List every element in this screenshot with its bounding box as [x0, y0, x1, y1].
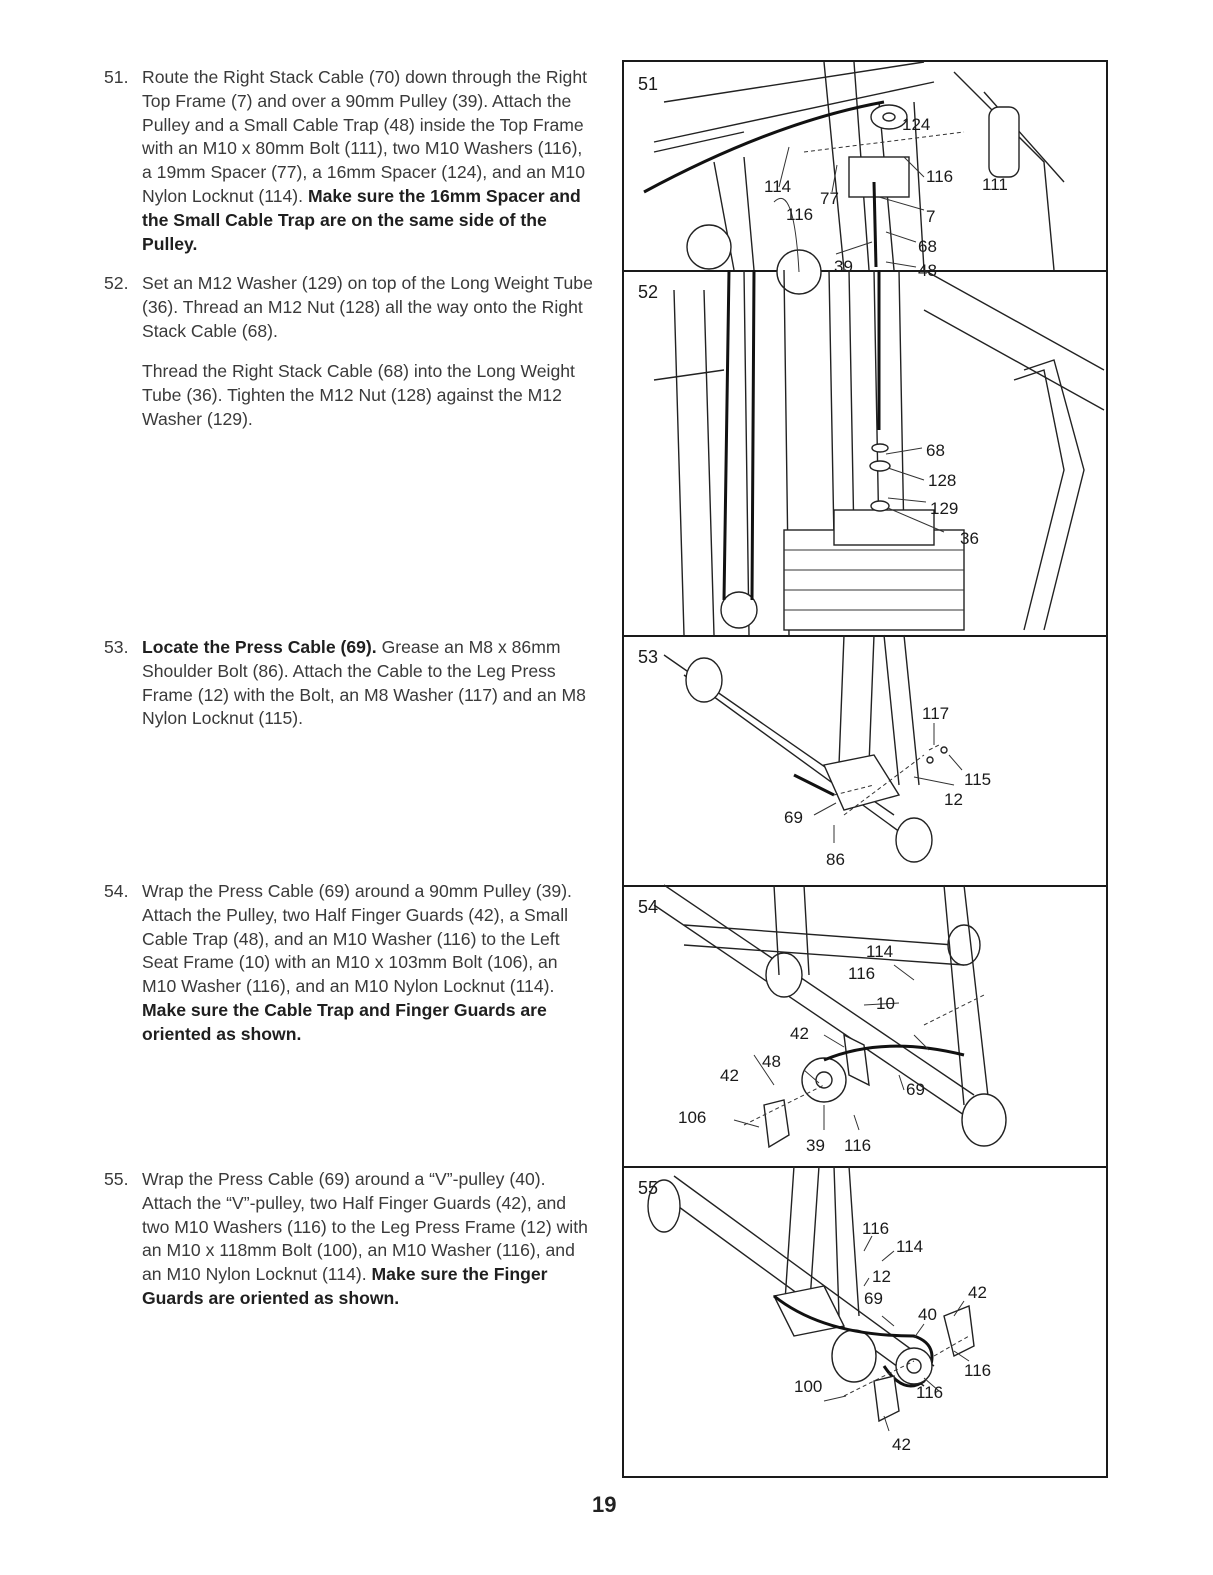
callout: 128 — [928, 471, 957, 490]
callout: 124 — [902, 115, 931, 134]
figure-52-callouts — [624, 270, 1106, 635]
callout: 116 — [926, 167, 954, 186]
step-warning: Make sure the 16mm Spacer and the Small Cable Trap are on the same side of the Pulley. — [142, 185, 581, 254]
callout: 39 — [834, 257, 853, 276]
callout: 114 — [866, 942, 894, 961]
callout: 42 — [892, 1435, 911, 1454]
figure-number: 53 — [638, 647, 659, 667]
figure-55-callouts — [624, 1166, 1106, 1476]
callout: 42 — [790, 1024, 809, 1043]
figure-53-callouts — [624, 635, 1106, 885]
callout: 39 — [806, 1136, 825, 1155]
step-text: Grease an M8 x 86mm Shoulder Bolt (86). Attach the Cable to the Leg Press Frame (12) with the Bolt, an M8 Washer (117) and an M8 Nylon Locknut (115). — [142, 637, 586, 729]
callout: 40 — [918, 1305, 937, 1324]
step-number: 53. — [104, 637, 129, 657]
step-text: Wrap the Press Cable (69) around a “V”-pulley (40). Attach the “V”-pulley, two Half Finger Guards (42), and two M10 Washers (116) to the Leg Press Frame (12) with an M10 x 118mm Bolt (100), an M10 Washer (116), and an M10 Nylon Locknut (114). — [142, 1169, 588, 1285]
figure-52 — [624, 270, 1106, 637]
callout: 10 — [876, 994, 895, 1013]
figure-number: 55 — [638, 1178, 659, 1198]
callout: 77 — [820, 189, 839, 208]
callout: 36 — [960, 529, 979, 548]
page-number: 19 — [592, 1492, 617, 1517]
step-text: Wrap the Press Cable (69) around a 90mm Pulley (39). Attach the Pulley, two Half Finger Guards (42), a Small Cable Trap (48), and an M10 Washer (116) to the Left Seat Frame (10) with an M10 x 103mm Bolt (106), an M10 Washer (116), and an M10 Nylon Locknut (114). — [142, 881, 572, 997]
figure-number: 51 — [638, 74, 659, 94]
figure-column — [622, 60, 1108, 1478]
step-51 — [104, 66, 594, 256]
callout: 12 — [872, 1267, 891, 1286]
callout: 100 — [794, 1377, 823, 1396]
callout: 116 — [916, 1383, 944, 1402]
step-54 — [104, 880, 594, 1047]
step-warning: Make sure the Finger Guards are oriented as shown. — [142, 1264, 548, 1308]
callout: 115 — [964, 770, 992, 789]
figure-54 — [624, 885, 1106, 1168]
callout: 7 — [926, 207, 936, 226]
callout: 68 — [918, 237, 937, 256]
callout: 114 — [764, 177, 792, 196]
figure-53 — [624, 635, 1106, 887]
callout: 68 — [926, 441, 945, 460]
callout: 69 — [784, 808, 803, 827]
figure-number: 54 — [638, 897, 659, 917]
callout: 111 — [982, 175, 1008, 194]
figure-number: 52 — [638, 282, 659, 302]
callout: 42 — [720, 1066, 739, 1085]
step-lead: Locate the Press Cable (69). — [142, 637, 377, 657]
step-text: Set an M12 Washer (129) on top of the Long Weight Tube (36). Thread an M12 Nut (128) all the way onto the Right Stack Cable (68). — [142, 273, 593, 341]
step-number: 54. — [104, 881, 129, 901]
step-text: Route the Right Stack Cable (70) down through the Right Top Frame (7) and over a 90mm Pulley (39). Attach the Pulley and a Small Cable Trap (48) inside the Top Frame with an M10 x 80mm Bolt (111), two M10 Washers (116), a 19mm Spacer (77), a 16mm Spacer (124), and an M10 Nylon Locknut (114). — [142, 67, 587, 206]
step-number: 51. — [104, 67, 129, 87]
callout: 116 — [786, 205, 814, 224]
callout: 117 — [922, 704, 950, 723]
step-warning: Make sure the Cable Trap and Finger Guards are oriented as shown. — [142, 999, 547, 1044]
callout: 48 — [762, 1052, 781, 1071]
callout: 86 — [826, 850, 845, 869]
figure-51-callouts — [624, 62, 1106, 280]
callout: 114 — [896, 1237, 924, 1256]
figure-51 — [624, 62, 1106, 280]
callout: 69 — [906, 1080, 925, 1099]
callout: 116 — [848, 964, 876, 983]
callout: 69 — [864, 1289, 883, 1308]
step-53 — [104, 636, 594, 731]
step-52 — [104, 272, 594, 432]
callout: 116 — [862, 1219, 890, 1238]
step-text-2: Thread the Right Stack Cable (68) into the Long Weight Tube (36). Tighten the M12 Nut (128) against the M12 Washer (129). — [142, 361, 575, 429]
step-55 — [104, 1168, 594, 1311]
callout: 116 — [844, 1136, 872, 1155]
step-number: 55. — [104, 1169, 129, 1189]
callout: 42 — [968, 1283, 987, 1302]
callout: 129 — [930, 499, 959, 518]
callout: 12 — [944, 790, 963, 809]
callout: 48 — [918, 261, 937, 280]
callout: 116 — [964, 1361, 992, 1380]
step-number: 52. — [104, 273, 129, 293]
figure-55 — [624, 1166, 1106, 1476]
figure-54-callouts — [624, 885, 1106, 1166]
callout: 106 — [678, 1108, 707, 1127]
